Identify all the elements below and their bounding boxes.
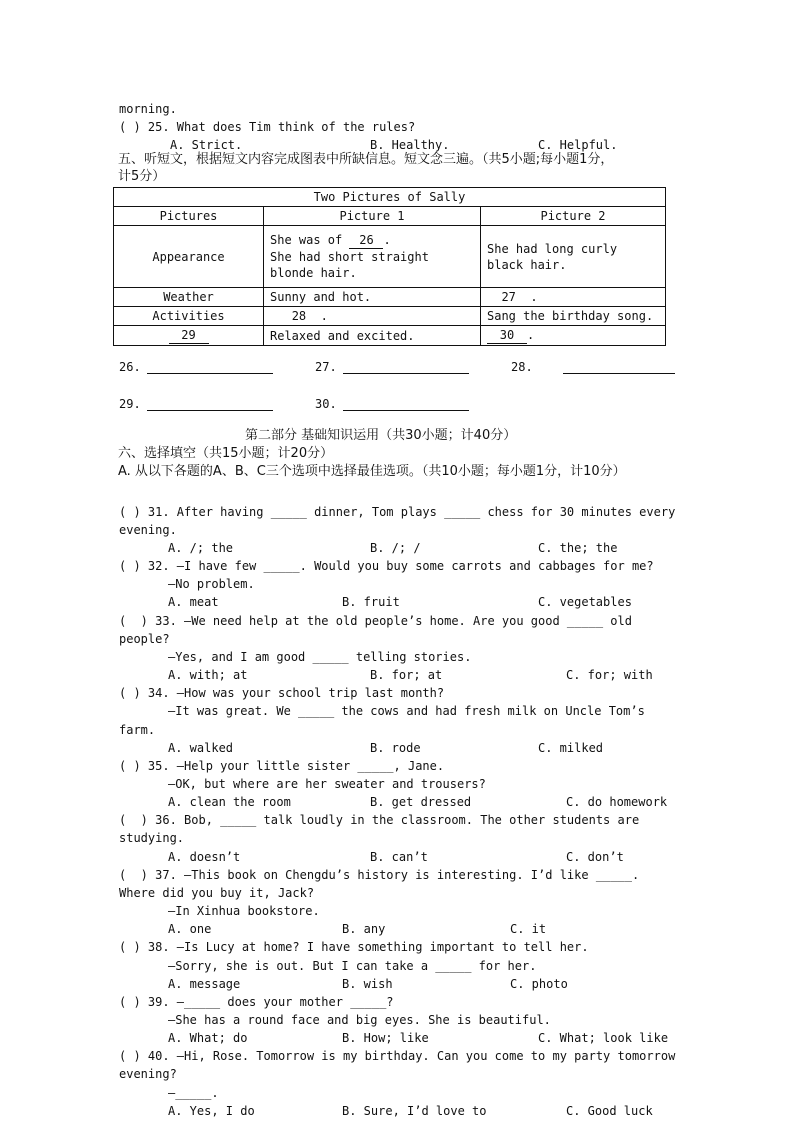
answer-label-29: 29.: [119, 397, 141, 411]
blank-30[interactable]: 30: [487, 327, 527, 344]
answer-line-28[interactable]: [563, 373, 675, 374]
option-b[interactable]: B. wish: [342, 977, 393, 991]
section-5-title: 五、听短文，根据短文内容完成图表中所缺信息。短文念三遍。（共5小题;每小题1分，: [118, 152, 614, 167]
info-table: [113, 187, 666, 346]
question-34-cont: farm.: [119, 723, 156, 737]
answer-line-29[interactable]: [147, 410, 273, 411]
question-36: ( ) 36. Bob, _____ talk loudly in the classroom. The other students are: [119, 813, 640, 827]
question-31-cont: evening.: [119, 523, 177, 537]
question-37: ( ) 37. —This book on Chengdu’s history is interesting. I’d like _____.: [119, 868, 640, 882]
question-33-cont: people?: [119, 632, 170, 646]
question-38: ( ) 38. —Is Lucy at home? I have something important to tell her.: [119, 940, 589, 954]
table-header: Picture 2: [481, 207, 666, 226]
option-a[interactable]: A. doesn’t: [168, 850, 241, 864]
option-b[interactable]: B. can’t: [370, 850, 428, 864]
option-a[interactable]: A. /; the: [168, 541, 234, 555]
question-33-reply: —Yes, and I am good _____ telling stories.: [168, 650, 472, 664]
row-label-blank: [114, 326, 264, 346]
cell-p1-feeling: Relaxed and excited.: [264, 326, 481, 346]
table-header: Pictures: [114, 207, 264, 226]
answer-line-27[interactable]: [343, 373, 469, 374]
option-a: A. Strict.: [170, 138, 243, 152]
option-c[interactable]: C. for; with: [566, 668, 653, 682]
option-b[interactable]: B. Sure, I’d love to: [342, 1104, 487, 1118]
text-line: morning.: [119, 102, 177, 116]
option-b[interactable]: B. get dressed: [370, 795, 472, 809]
part-2-title: 第二部分 基础知识运用（共30小题；计40分）: [245, 428, 517, 443]
option-c[interactable]: C. photo: [510, 977, 568, 991]
blank-29[interactable]: 29: [169, 327, 209, 344]
option-c[interactable]: C. do homework: [566, 795, 668, 809]
option-a[interactable]: A. clean the room: [168, 795, 291, 809]
option-c[interactable]: C. What; look like: [538, 1031, 669, 1045]
question-40-reply: —_____.: [168, 1086, 219, 1100]
question-38-reply: —Sorry, she is out. But I can take a _____ for her.: [168, 959, 537, 973]
option-b[interactable]: B. rode: [370, 741, 421, 755]
cell-p2-activities: Sang the birthday song.: [481, 307, 666, 326]
blank-28[interactable]: 28: [291, 309, 307, 323]
question-35-reply: —OK, but where are her sweater and trousers?: [168, 777, 486, 791]
row-label-appearance: Appearance: [114, 226, 264, 288]
question-34: ( ) 34. —How was your school trip last month?: [119, 686, 445, 700]
cell-p1-weather: Sunny and hot.: [264, 288, 481, 307]
question-40-cont: evening?: [119, 1067, 177, 1081]
answer-label-30: 30.: [315, 397, 337, 411]
option-a[interactable]: A. walked: [168, 741, 234, 755]
option-c: C. Helpful.: [538, 138, 618, 152]
question-37-cont: Where did you buy it, Jack?: [119, 886, 315, 900]
cell-p2-weather: 27 .: [481, 288, 666, 307]
question-33: ( ) 33. —We need help at the old people’s home. Are you good _____ old: [119, 614, 632, 628]
question-37-reply: —In Xinhua bookstore.: [168, 904, 320, 918]
option-c[interactable]: C. the; the: [538, 541, 618, 555]
section-6-title: 六、选择填空（共15小题；计20分）: [118, 446, 334, 461]
question-36-cont: studying.: [119, 831, 185, 845]
option-c[interactable]: C. vegetables: [538, 595, 632, 609]
cell-p1-activities: 28 .: [264, 307, 481, 326]
table-caption: Two Pictures of Sally: [114, 188, 666, 207]
option-a[interactable]: A. with; at: [168, 668, 248, 682]
question-31: ( ) 31. After having _____ dinner, Tom plays _____ chess for 30 minutes every: [119, 505, 676, 519]
option-c[interactable]: C. don’t: [566, 850, 624, 864]
section-5-title-cont: 计5分）: [118, 169, 166, 184]
row-label-weather: Weather: [114, 288, 264, 307]
option-a[interactable]: A. message: [168, 977, 241, 991]
answer-line-30[interactable]: [343, 410, 469, 411]
option-b[interactable]: B. for; at: [370, 668, 443, 682]
option-a[interactable]: A. meat: [168, 595, 219, 609]
blank-27[interactable]: 27: [501, 290, 516, 304]
answer-label-28: 28.: [511, 360, 533, 374]
option-b: B. Healthy.: [370, 138, 450, 152]
row-label-activities: Activities: [114, 307, 264, 326]
option-c[interactable]: C. milked: [538, 741, 604, 755]
option-b[interactable]: B. How; like: [342, 1031, 429, 1045]
question-39: ( ) 39. —_____ does your mother _____?: [119, 995, 394, 1009]
option-a[interactable]: A. Yes, I do: [168, 1104, 255, 1118]
question-32: ( ) 32. —I have few _____. Would you buy some carrots and cabbages for me?: [119, 559, 654, 573]
section-6a-title: A. 从以下各题的A、B、C三个选项中选择最佳选项。（共10小题；每小题1分，计10分）: [118, 464, 626, 479]
cell-p2-appearance: She had long curly black hair.: [481, 226, 666, 288]
option-c[interactable]: C. Good luck: [566, 1104, 653, 1118]
option-b[interactable]: B. fruit: [342, 595, 400, 609]
answer-label-26: 26.: [119, 360, 141, 374]
table-header: Picture 1: [264, 207, 481, 226]
option-b[interactable]: B. any: [342, 922, 386, 936]
answer-label-27: 27.: [315, 360, 337, 374]
cell-p2-feeling: 30 .: [481, 326, 666, 346]
blank-26[interactable]: 26: [349, 232, 383, 249]
option-c[interactable]: C. it: [510, 922, 547, 936]
question-40: ( ) 40. —Hi, Rose. Tomorrow is my birthday. Can you come to my party tomorrow: [119, 1049, 676, 1063]
option-a[interactable]: A. one: [168, 922, 212, 936]
option-b[interactable]: B. /; /: [370, 541, 421, 555]
cell-p1-appearance: She was of 26 . She had short straight blonde hair.: [264, 226, 481, 288]
question-34-reply: —It was great. We _____ the cows and had fresh milk on Uncle Tom’s: [168, 704, 645, 718]
question-35: ( ) 35. —Help your little sister _____, Jane.: [119, 759, 445, 773]
answer-line-26[interactable]: [147, 373, 273, 374]
question-39-reply: —She has a round face and big eyes. She is beautiful.: [168, 1013, 551, 1027]
option-a[interactable]: A. What; do: [168, 1031, 248, 1045]
question-32-reply: —No problem.: [168, 577, 255, 591]
question-25: ( ) 25. What does Tim think of the rules?: [119, 120, 416, 134]
